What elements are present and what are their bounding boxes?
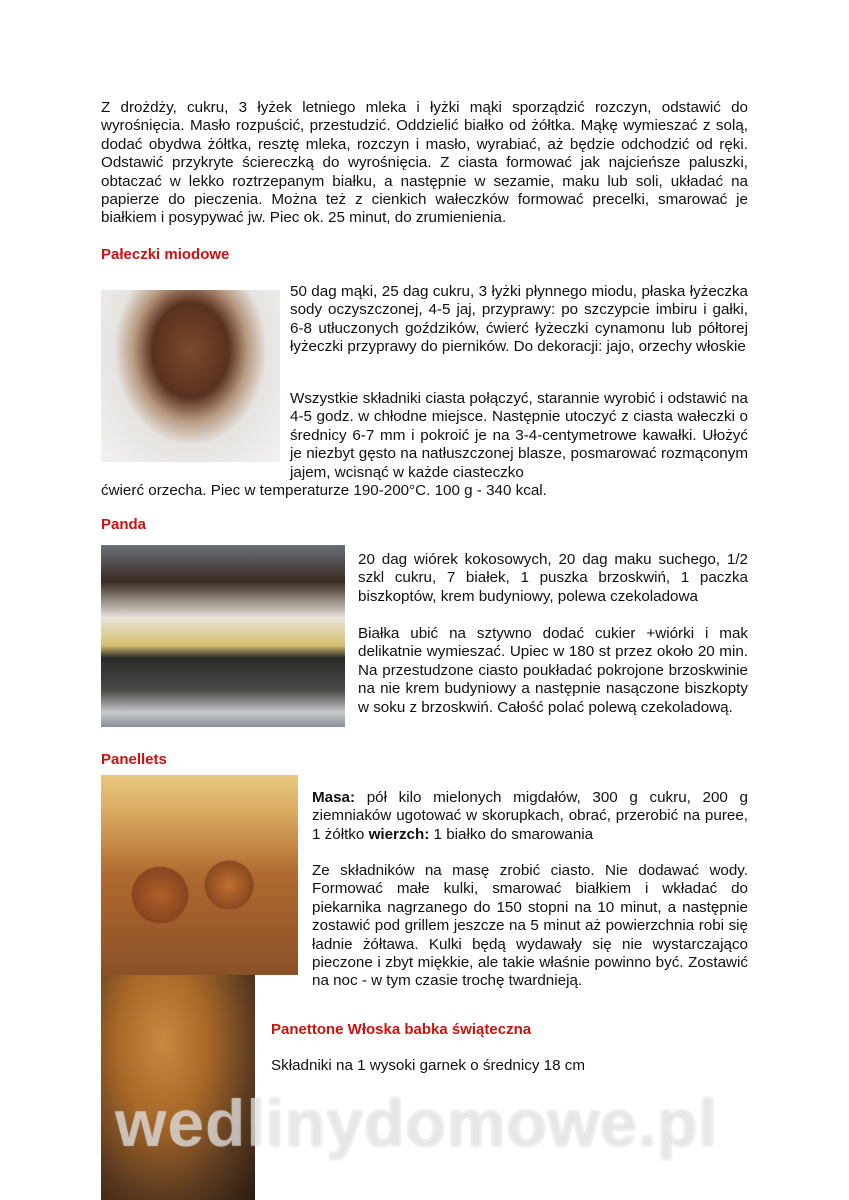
paleczki-method-end: ćwierć orzecha. Piec w temperaturze 190-200°C. 100 g - 340 kcal. [101, 482, 547, 499]
intro-paragraph: Z drożdży, cukru, 3 łyżek letniego mleka i łyżki mąki sporządzić rozczyn, odstawić do wyrośnięcia. Masło rozpuścić, przestudzić. Oddzielić białko od żółtka. Mąkę wymieszać z solą, dodać obydwa żółtka, resztę mleka, rozczyn i masło, wyrabiać, aż będzie odchodzić od ręki. Odstawić przykryte ściereczką do wyrośnięcia. Z ciasta formować jak najcieńsze paluszki, obtaczać w lekko roztrzepanym białku, a następnie w sezamie, maku lub soli, układać na papierze do pieczenia. Można też z cienkich wałeczków formować precelki, smarować je białkiem i posypywać jw. Piec ok. 25 minut, do zrumienienia. [101, 99, 748, 227]
paleczki-photo [101, 290, 280, 462]
panda-method: Białka ubić na sztywno dodać cukier +wiórki i mak delikatnie wymieszać. Upiec w 180 st przez około 20 min. Na przestudzone ciasto poukładać pokrojone brzoskwinie na nie krem budyniowy a następnie nasączone biszkopty w soku z brzoskwiń. Całość polać polewą czekoladową. [358, 625, 748, 716]
panellets-ingredients [312, 789, 748, 844]
section-title-paleczki: Pałeczki miodowe [101, 246, 230, 263]
masa-label: Masa: [312, 789, 356, 806]
wierzch-text: 1 białko do smarowania [429, 825, 594, 843]
panda-photo [101, 545, 345, 727]
paleczki-ingredients: 50 dag mąki, 25 dag cukru, 3 łyżki płynnego miodu, płaska łyżeczka sody oczyszczonej, 4-5 jaj, przyprawy: po szczypcie imbiru i gałki, 6-8 utłuczonych goździków, ćwierć łyżeczki cynamonu lub półtorej łyżeczki przyprawy do pierników. Do dekoracji: jajo, orzechy włoskie [290, 283, 748, 356]
masa-text: pół kilo mielonych migdałów, 300 g cukru, 200 g ziemniaków ugotować w skorupkach, obrać, przerobić na puree, 1 żółtko [312, 789, 748, 843]
section-title-panellets: Panellets [101, 751, 167, 768]
wierzch-label: wierzch: [368, 825, 430, 843]
panda-ingredients: 20 dag wiórek kokosowych, 20 dag maku suchego, 1/2 szkl cukru, 7 białek, 1 puszka brzoskwiń, 1 paczka biszkoptów, krem budyniowy, polewa czekoladowa [358, 551, 748, 605]
watermark: wedlinydomowe.pl [115, 1086, 718, 1160]
panettone-ingredients: Składniki na 1 wysoki garnek o średnicy 18 cm [271, 1057, 586, 1074]
section-title-panda: Panda [101, 516, 147, 533]
panellets-photo [101, 775, 298, 975]
panellets-method: Ze składników na masę zrobić ciasto. Nie dodawać wody. Formować małe kulki, smarować białkiem i wkładać do piekarnika nagrzanego do 150 stopni na 10 minut, a następnie zostawić pod grillem jeszcze na 5 minut aż powierzchnia robi się ładnie żółtawa. Kulki będą wydawały się nie wystarczająco pieczone i zbyt miękkie, ale takie właśnie powinno być. Zostawić na noc - w tym czasie trochę twardnieją. [312, 862, 748, 990]
section-title-panettone: Panettone Włoska babka świąteczna [271, 1021, 532, 1038]
paleczki-method: Wszystkie składniki ciasta połączyć, starannie wyrobić i odstawić na 4-5 godz. w chłodne miejsce. Następnie utoczyć z ciasta wałeczki o średnicy 6-7 mm i pokroić je na 3-4-centymetrowe kawałki. Ułożyć je niezbyt gęsto na natłuszczonej blasze, posmarować rozmąconym jajem, wcisnąć w każde ciasteczko [290, 390, 748, 481]
